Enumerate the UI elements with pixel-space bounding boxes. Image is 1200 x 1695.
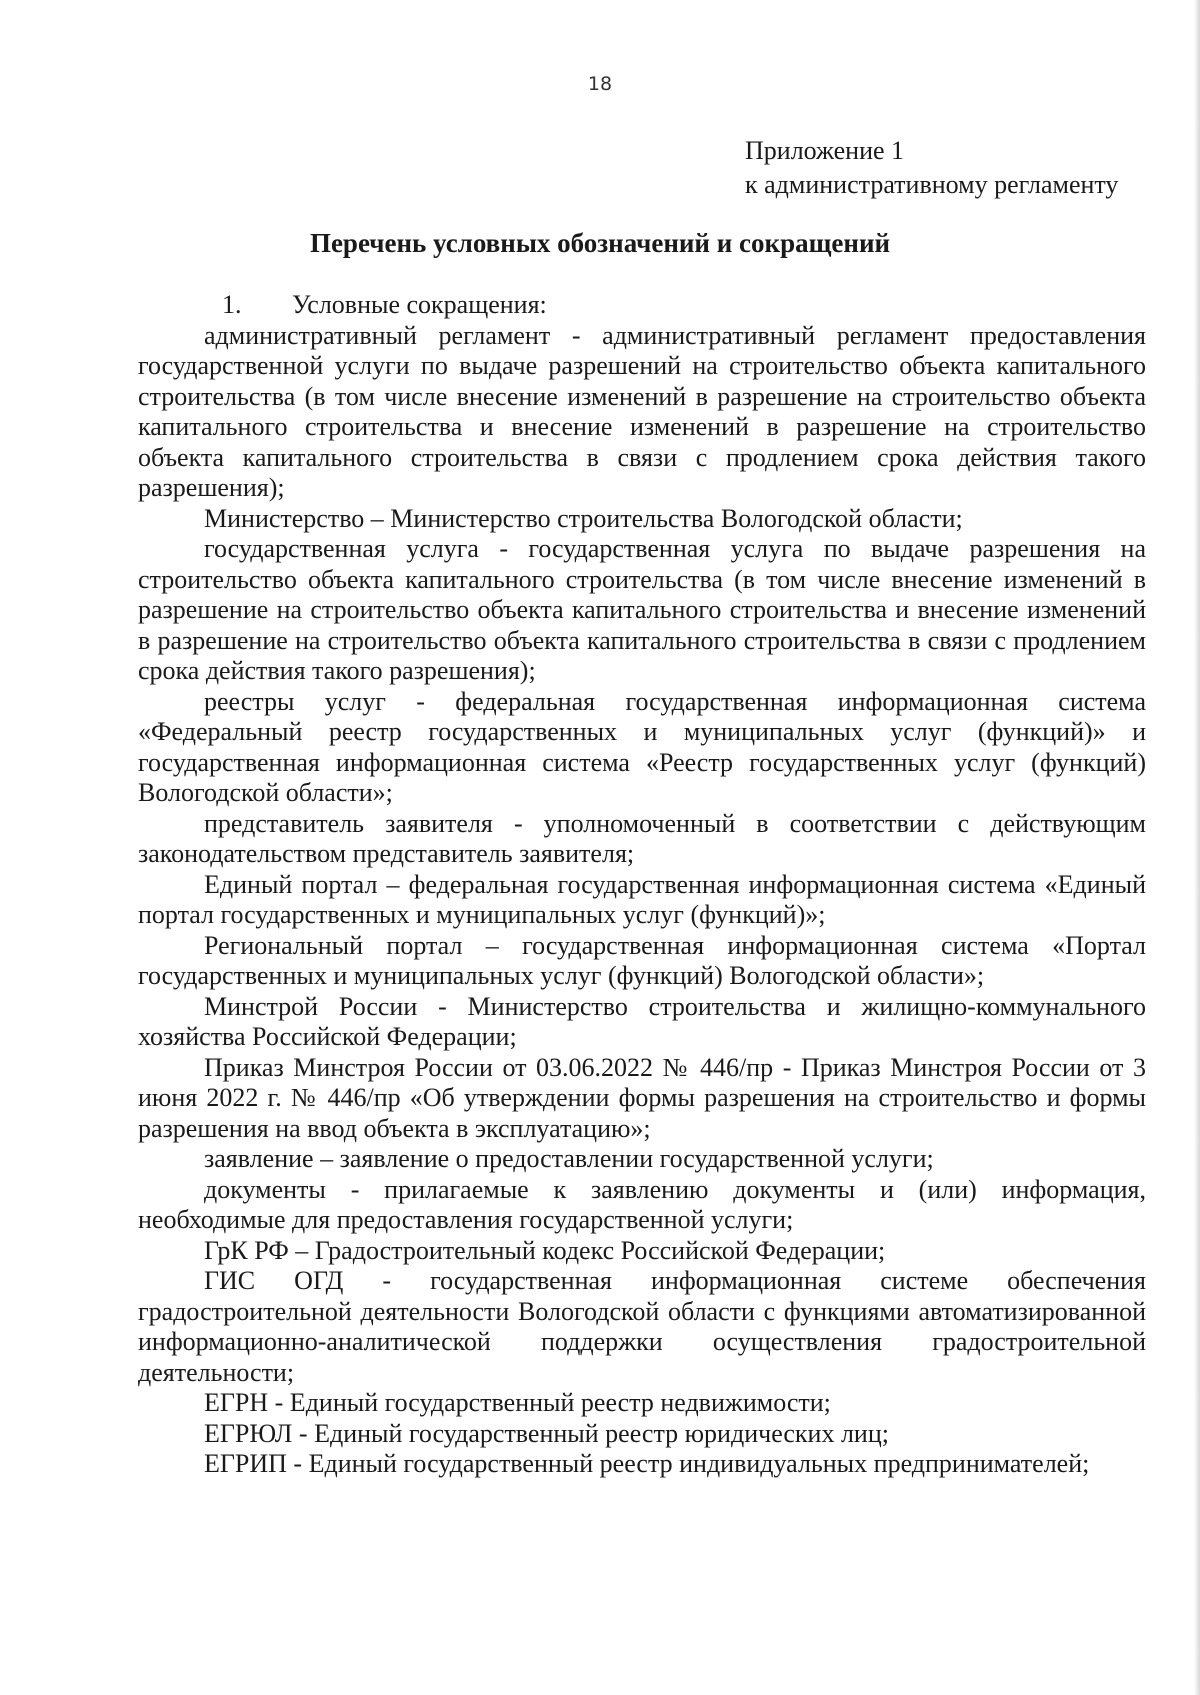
appendix-note <box>745 134 1118 202</box>
definition-paragraph: реестры услуг - федеральная государственная информационная система «Федеральный реестр государственных и муниципальных услуг (функций)» и государственная информационная система «Реестр государственных услуг (функций) Вологодской области»; <box>138 686 1146 807</box>
definition-paragraph: ЕГРЮЛ - Единый государственный реестр юридических лиц; <box>204 1418 889 1448</box>
definition-paragraph: Минстрой России - Министерство строительства и жилищно-коммунального хозяйства Российской Федерации; <box>138 991 1146 1051</box>
definition-paragraph: документы - прилагаемые к заявлению документы и (или) информация, необходимые для предоставления государственной услуги; <box>138 1174 1146 1234</box>
definition-paragraph: государственная услуга - государственная услуга по выдаче разрешения на строительство объекта капитального строительства (в том числе внесение изменений в разрешение на строительство объекта капитального строительства и внесение изменений в разрешение на строительство объекта капитального строительства в связи с продлением срока действия такого разрешения); <box>138 534 1146 685</box>
section-heading-text: Условные сокращения: <box>292 290 547 319</box>
definition-paragraph: ГрК РФ – Градостроительный кодекс Российской Федерации; <box>204 1235 886 1265</box>
definition-paragraph: Единый портал – федеральная государственная информационная система «Единый портал государственных и муниципальных услуг (функций)»; <box>138 869 1146 929</box>
definition-paragraph: ЕГРИП - Единый государственный реестр индивидуальных предпринимателей; <box>204 1449 1090 1478</box>
definition-paragraph: ГИС ОГД - государственная информационная системе обеспечения градостроительной деятельности Вологодской области с функциями автоматизированной информационно-аналитической поддержки осуществления градостроительной деятельности; <box>138 1266 1146 1387</box>
definition-paragraph: заявление – заявление о предоставлении государственной услуги; <box>204 1144 934 1173</box>
scan-edge-shadow <box>1194 0 1200 1695</box>
definition-paragraph: ЕГРН - Единый государственный реестр недвижимости; <box>204 1388 831 1417</box>
section-number: 1. <box>222 290 242 319</box>
document-title: Перечень условных обозначений и сокращений <box>309 228 891 258</box>
appendix-line-2: к административному регламенту <box>745 170 1119 199</box>
definition-paragraph: Региональный портал – государственная информационная система «Портал государственных и муниципальных услуг (функций) Вологодской области»; <box>138 930 1146 990</box>
section-heading <box>138 290 1146 321</box>
definition-paragraph: представитель заявителя - уполномоченный в соответствии с действующим законодательством представитель заявителя; <box>138 808 1146 868</box>
document-body <box>138 290 1146 1480</box>
definition-paragraph: Министерство – Министерство строительства Вологодской области; <box>204 503 963 533</box>
appendix-line-1: Приложение 1 <box>745 136 905 165</box>
definition-paragraph: административный регламент - административный регламент предоставления государственной услуги по выдаче разрешений на строительство объекта капитального строительства (в том числе внесение изменений в разрешение на строительство объекта капитального строительства и внесение изменений в разрешение на строительство объекта капитального строительства в связи с продлением срока действия такого разрешения); <box>138 320 1146 502</box>
page-number: 18 <box>587 73 613 95</box>
definition-paragraph: Приказ Минстроя России от 03.06.2022 № 446/пр - Приказ Минстроя России от 3 июня 2022 г. № 446/пр «Об утверждении формы разрешения на строительство и формы разрешения на ввод объекта в эксплуатацию»; <box>138 1052 1146 1143</box>
